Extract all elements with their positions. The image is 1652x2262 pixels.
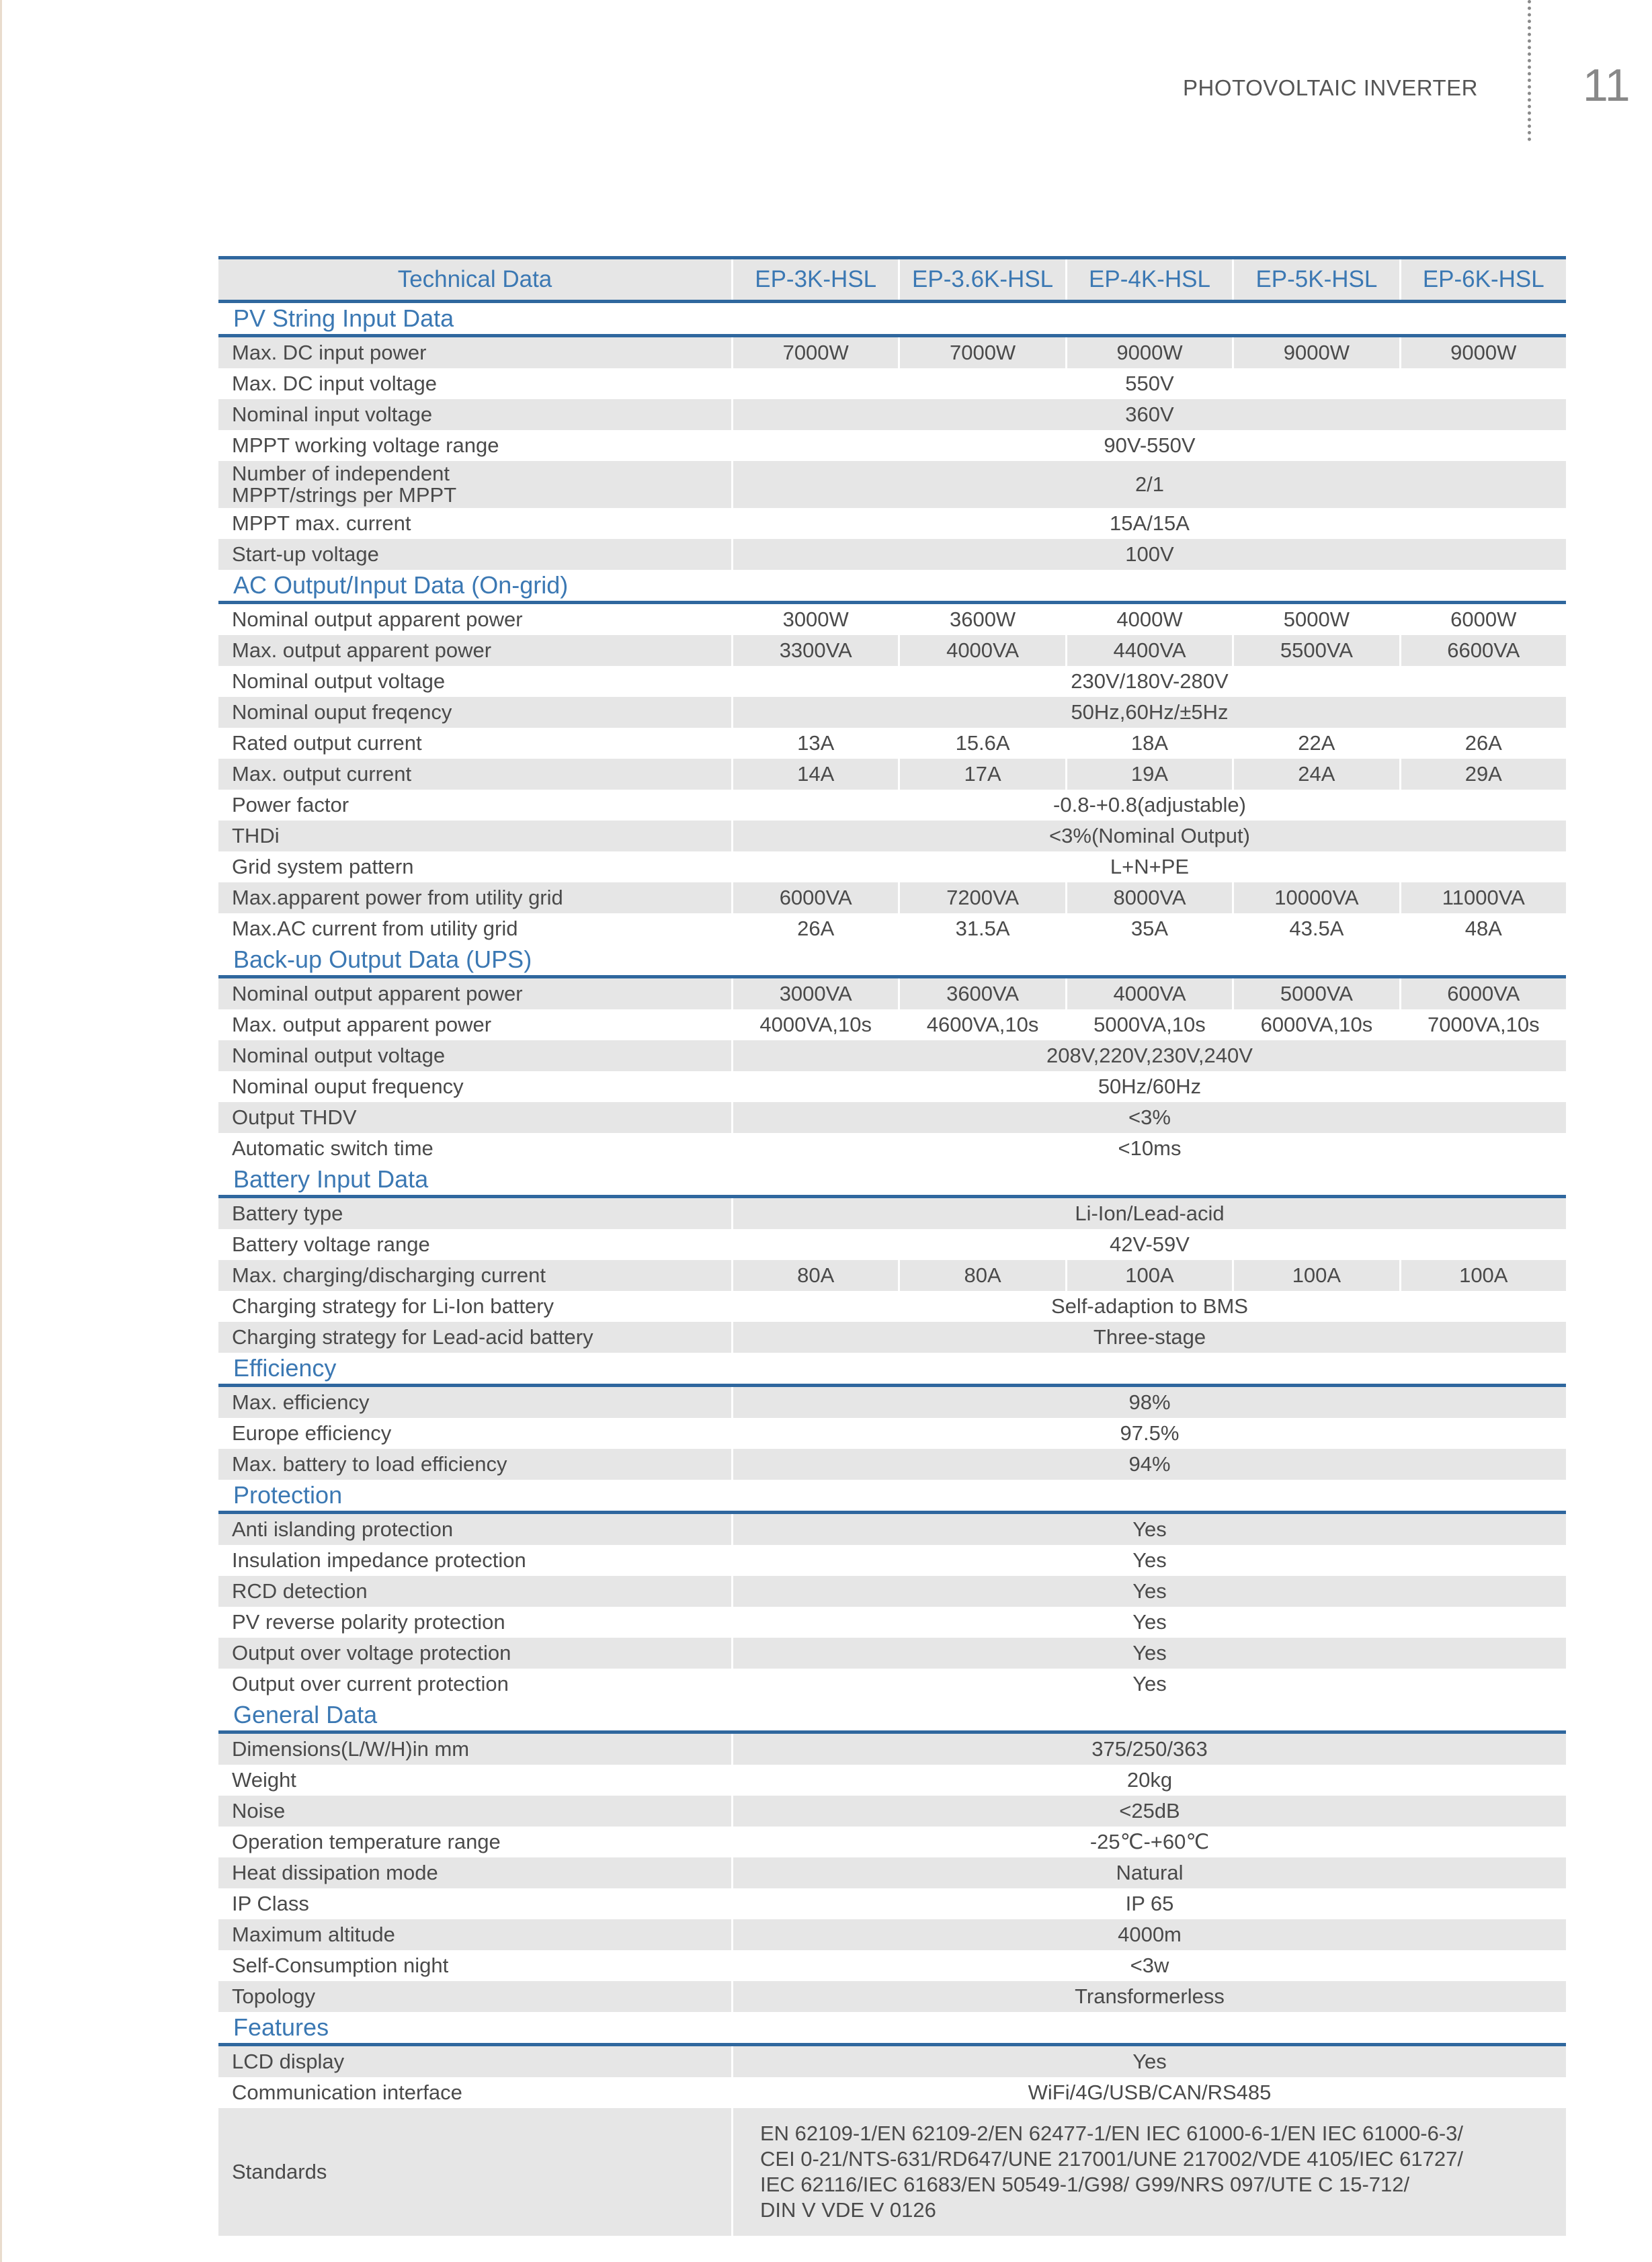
row-label: Nominal output voltage — [218, 1040, 731, 1071]
row-value: 7000VA,10s — [1427, 1013, 1540, 1036]
row-value-all-models: Li-Ion/Lead-acid — [733, 1198, 1566, 1229]
row-label: Insulation impedance protection — [232, 1548, 526, 1572]
row-value: 5000W — [1283, 608, 1350, 631]
row-value-all-models: 50Hz/60Hz — [1098, 1075, 1202, 1098]
table-row — [218, 697, 1566, 728]
row-value: 14A — [733, 759, 898, 790]
row-value: 26A — [1464, 731, 1502, 755]
row-value-all-models: EN 62109-1/EN 62109-2/EN 62477-1/EN IEC 61000-6-1/EN IEC 61000-6-3/ CEI 0-21/NTS-631/RD647/UNE 217001/UNE 217002/VDE 4105/IEC 61727/ IEC 62116/IEC 61683/EN 50549-1/G98/ G99/NRS 097/UTE C 15-712/ DIN V VDE V 0126 — [733, 2108, 1566, 2236]
row-value-all-models: <3%(Nominal Output) — [733, 821, 1566, 851]
table-row — [218, 1669, 1566, 1700]
row-label: Max. DC input voltage — [232, 372, 437, 395]
row-value: 7000W — [900, 337, 1065, 368]
row-value: 4000VA — [900, 635, 1065, 666]
table-row — [218, 1765, 1566, 1796]
section-header: AC Output/Input Data (On-grid) — [218, 570, 1566, 604]
table-row — [218, 1796, 1566, 1827]
row-value: 4600VA,10s — [926, 1013, 1039, 1036]
row-label: Noise — [218, 1796, 731, 1827]
table-row — [218, 508, 1566, 539]
row-value-all-models: 375/250/363 — [733, 1734, 1566, 1765]
row-value: 6600VA — [1401, 635, 1566, 666]
page-edge — [0, 0, 2, 2262]
row-value: 6000VA — [733, 882, 898, 913]
row-value: 5000VA — [1234, 978, 1399, 1009]
section-header: Features — [218, 2012, 1566, 2046]
row-label: Battery voltage range — [232, 1232, 430, 1256]
row-value: 5500VA — [1234, 635, 1399, 666]
row-value: 8000VA — [1067, 882, 1232, 913]
table-row — [218, 1071, 1566, 1102]
row-label: Max. output apparent power — [232, 1013, 492, 1036]
table-row — [218, 539, 1566, 570]
row-value: 43.5A — [1289, 917, 1344, 940]
row-label: Max. output apparent power — [218, 635, 731, 666]
row-value: 7000W — [733, 337, 898, 368]
section-header: General Data — [218, 1700, 1566, 1734]
row-value: 29A — [1401, 759, 1566, 790]
row-label: Charging strategy for Lead-acid battery — [218, 1322, 731, 1353]
table-row — [218, 2108, 1566, 2236]
row-value-all-models: -0.8-+0.8(adjustable) — [1053, 793, 1246, 816]
row-label: Max.apparent power from utility grid — [218, 882, 731, 913]
row-label: Output THDV — [218, 1102, 731, 1133]
row-value-all-models: 230V/180V-280V — [1071, 669, 1229, 693]
table-row — [218, 1449, 1566, 1480]
row-value: 6000W — [1450, 608, 1517, 631]
row-label: Output over voltage protection — [218, 1638, 731, 1669]
row-label: Max. charging/discharging current — [218, 1260, 731, 1291]
table-header-row — [218, 256, 1566, 303]
row-label: Max.AC current from utility grid — [232, 917, 518, 940]
row-label: MPPT working voltage range — [232, 433, 499, 457]
table-row — [218, 1040, 1566, 1071]
row-label: Max. efficiency — [218, 1387, 731, 1418]
row-value-all-models: 100V — [733, 539, 1566, 570]
table-row — [218, 728, 1566, 759]
row-value: 11000VA — [1401, 882, 1566, 913]
row-value: 4000VA,10s — [759, 1013, 872, 1036]
row-label: THDi — [218, 821, 731, 851]
table-row — [218, 1229, 1566, 1260]
row-label: Self-Consumption night — [232, 1954, 449, 1977]
row-value: 6000VA,10s — [1260, 1013, 1373, 1036]
row-value-all-models: 98% — [733, 1387, 1566, 1418]
row-value-all-models: 360V — [733, 399, 1566, 430]
row-value-all-models: Self-adaption to BMS — [1051, 1294, 1248, 1318]
table-row — [218, 790, 1566, 821]
section-header: Efficiency — [218, 1353, 1566, 1387]
row-label: Weight — [232, 1768, 296, 1792]
table-row — [218, 1545, 1566, 1576]
row-label: Max. DC input power — [218, 337, 731, 368]
row-label: Nominal output voltage — [232, 669, 446, 693]
technical-data-table — [218, 256, 1566, 2236]
row-label: Operation temperature range — [232, 1830, 501, 1853]
row-value: 15.6A — [955, 731, 1010, 755]
header-model: EP-3K-HSL — [733, 259, 898, 300]
row-value-all-models: IP 65 — [1125, 1892, 1174, 1915]
row-value: 3600W — [949, 608, 1016, 631]
row-value: 100A — [1067, 1260, 1232, 1291]
section-header: PV String Input Data — [218, 303, 1566, 337]
row-value: 80A — [900, 1260, 1065, 1291]
section-header: Back-up Output Data (UPS) — [218, 944, 1566, 978]
table-row — [218, 1291, 1566, 1322]
row-label: Automatic switch time — [232, 1136, 433, 1160]
row-value-all-models: Yes — [733, 1576, 1566, 1607]
dotted-divider — [1528, 0, 1531, 141]
row-label: Output over current protection — [232, 1672, 509, 1695]
row-value: 7200VA — [900, 882, 1065, 913]
table-row — [218, 399, 1566, 430]
row-value-all-models: -25℃-+60℃ — [1089, 1830, 1210, 1853]
row-label: Anti islanding protection — [218, 1514, 731, 1545]
row-value-all-models: L+N+PE — [1110, 855, 1190, 878]
table-row — [218, 978, 1566, 1009]
row-value-all-models: <3% — [733, 1102, 1566, 1133]
table-row — [218, 461, 1566, 508]
row-value-all-models: WiFi/4G/USB/CAN/RS485 — [1028, 2081, 1272, 2104]
row-value: 26A — [797, 917, 835, 940]
table-row — [218, 1981, 1566, 2012]
table-row — [218, 1576, 1566, 1607]
row-value-all-models: 2/1 — [733, 461, 1566, 508]
row-value-all-models: 90V-550V — [1104, 433, 1196, 457]
table-row — [218, 337, 1566, 368]
row-value-all-models: Yes — [733, 1514, 1566, 1545]
table-row — [218, 1514, 1566, 1545]
row-label: Power factor — [232, 793, 349, 816]
table-row — [218, 1198, 1566, 1229]
table-row — [218, 1919, 1566, 1950]
row-label: Nominal ouput frequency — [232, 1075, 464, 1098]
row-value-all-models: 550V — [1125, 372, 1174, 395]
row-value: 100A — [1401, 1260, 1566, 1291]
table-row — [218, 1260, 1566, 1291]
row-value: 18A — [1130, 731, 1169, 755]
header-model: EP-4K-HSL — [1067, 259, 1232, 300]
row-value: 80A — [733, 1260, 898, 1291]
row-value: 22A — [1298, 731, 1335, 755]
header-technical-data: Technical Data — [218, 259, 731, 300]
row-label: Nominal output apparent power — [218, 978, 731, 1009]
row-label: Max. output current — [218, 759, 731, 790]
table-row — [218, 759, 1566, 790]
table-row — [218, 1734, 1566, 1765]
page-number: 11 — [1583, 60, 1630, 111]
row-label: Grid system pattern — [232, 855, 414, 878]
row-label: LCD display — [218, 2046, 731, 2077]
row-value-all-models: 50Hz,60Hz/±5Hz — [733, 697, 1566, 728]
row-value: 4000VA — [1067, 978, 1232, 1009]
row-value: 3000W — [782, 608, 849, 631]
row-label: Battery type — [218, 1198, 731, 1229]
row-value-all-models: <3w — [1130, 1954, 1169, 1977]
row-value: 9000W — [1067, 337, 1232, 368]
row-value-all-models: Natural — [733, 1857, 1566, 1888]
row-value-all-models: 4000m — [733, 1919, 1566, 1950]
row-label: MPPT max. current — [232, 511, 411, 535]
row-label: Nominal ouput freqency — [218, 697, 731, 728]
table-row — [218, 1418, 1566, 1449]
table-row — [218, 1827, 1566, 1857]
row-value: 100A — [1234, 1260, 1399, 1291]
row-value: 13A — [797, 731, 835, 755]
row-value-all-models: <25dB — [733, 1796, 1566, 1827]
row-label: PV reverse polarity protection — [232, 1610, 505, 1634]
row-label: Nominal output apparent power — [232, 608, 523, 631]
row-value-all-models: <10ms — [1118, 1136, 1182, 1160]
row-label: Start-up voltage — [218, 539, 731, 570]
row-value: 19A — [1067, 759, 1232, 790]
table-row — [218, 1950, 1566, 1981]
table-row — [218, 1638, 1566, 1669]
row-label: Topology — [218, 1981, 731, 2012]
table-row — [218, 1607, 1566, 1638]
table-row — [218, 882, 1566, 913]
table-row — [218, 604, 1566, 635]
row-value-all-models: Yes — [1132, 1610, 1167, 1634]
table-row — [218, 368, 1566, 399]
row-value: 24A — [1234, 759, 1399, 790]
row-value: 3000VA — [733, 978, 898, 1009]
row-value-all-models: 15A/15A — [1110, 511, 1190, 535]
row-label: Max. battery to load efficiency — [218, 1449, 731, 1480]
row-value: 31.5A — [955, 917, 1010, 940]
row-value-all-models: 208V,220V,230V,240V — [733, 1040, 1566, 1071]
row-label: IP Class — [232, 1892, 309, 1915]
row-value-all-models: 97.5% — [1120, 1421, 1180, 1445]
row-label: Number of independent MPPT/strings per MPPT — [218, 461, 731, 508]
row-label: RCD detection — [218, 1576, 731, 1607]
row-label: Dimensions(L/W/H)in mm — [218, 1734, 731, 1765]
row-value: 17A — [900, 759, 1065, 790]
table-row — [218, 1322, 1566, 1353]
table-row — [218, 430, 1566, 461]
table-row — [218, 913, 1566, 944]
row-label: Rated output current — [232, 731, 422, 755]
table-row — [218, 2046, 1566, 2077]
row-value: 9000W — [1234, 337, 1399, 368]
row-value: 4000W — [1116, 608, 1183, 631]
row-value-all-models: 42V-59V — [1110, 1232, 1190, 1256]
row-label: Standards — [218, 2108, 731, 2236]
row-value-all-models: 94% — [733, 1449, 1566, 1480]
row-value-all-models: 20kg — [1126, 1768, 1173, 1792]
table-row — [218, 635, 1566, 666]
row-value-all-models: Yes — [1132, 1672, 1167, 1695]
table-row — [218, 1009, 1566, 1040]
row-value: 4400VA — [1067, 635, 1232, 666]
table-row — [218, 666, 1566, 697]
section-header: Battery Input Data — [218, 1164, 1566, 1198]
table-row — [218, 821, 1566, 851]
row-value-all-models: Yes — [733, 2046, 1566, 2077]
header-model: EP-6K-HSL — [1401, 259, 1566, 300]
row-value: 3300VA — [733, 635, 898, 666]
row-value-all-models: Three-stage — [733, 1322, 1566, 1353]
row-value-all-models: Transformerless — [733, 1981, 1566, 2012]
row-value: 35A — [1130, 917, 1169, 940]
row-value-all-models: Yes — [733, 1638, 1566, 1669]
table-row — [218, 2077, 1566, 2108]
row-value: 48A — [1464, 917, 1502, 940]
row-value: 10000VA — [1234, 882, 1399, 913]
header-model: EP-3.6K-HSL — [900, 259, 1065, 300]
running-header-title: PHOTOVOLTAIC INVERTER — [1183, 75, 1478, 100]
table-row — [218, 1102, 1566, 1133]
row-value-all-models: Yes — [1132, 1548, 1167, 1572]
row-label: Heat dissipation mode — [218, 1857, 731, 1888]
table-row — [218, 1133, 1566, 1164]
table-row — [218, 851, 1566, 882]
table-row — [218, 1387, 1566, 1418]
row-label: Maximum altitude — [218, 1919, 731, 1950]
section-header: Protection — [218, 1480, 1566, 1514]
row-label: Communication interface — [232, 2081, 462, 2104]
row-value: 3600VA — [900, 978, 1065, 1009]
row-value: 9000W — [1401, 337, 1566, 368]
row-label: Europe efficiency — [232, 1421, 392, 1445]
row-value: 5000VA,10s — [1093, 1013, 1206, 1036]
header-model: EP-5K-HSL — [1234, 259, 1399, 300]
row-value: 6000VA — [1401, 978, 1566, 1009]
table-row — [218, 1888, 1566, 1919]
row-label: Charging strategy for Li-Ion battery — [232, 1294, 554, 1318]
table-row — [218, 1857, 1566, 1888]
row-label: Nominal input voltage — [218, 399, 731, 430]
